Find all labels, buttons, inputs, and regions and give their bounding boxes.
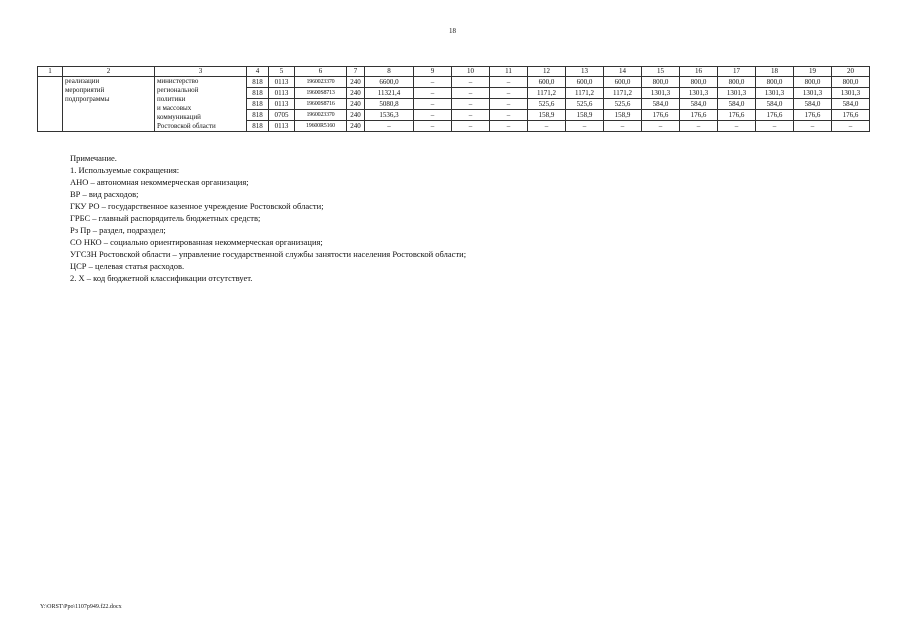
table-cell: 1301,3 — [832, 88, 870, 99]
column-header: 3 — [155, 67, 247, 77]
column-header: 16 — [680, 67, 718, 77]
table-cell: 176,6 — [756, 110, 794, 121]
table-header-row — [38, 67, 870, 77]
note-line: Примечание. — [70, 153, 117, 163]
table-cell: 176,6 — [680, 110, 718, 121]
table-cell: – — [414, 121, 452, 132]
table-cell: – — [832, 121, 870, 132]
column-header: 19 — [794, 67, 832, 77]
column-header: 10 — [452, 67, 490, 77]
table-cell: 1960023370 — [295, 77, 347, 88]
note-line: АНО – автономная некоммерческая организация; — [70, 177, 249, 187]
column-header: 7 — [347, 67, 365, 77]
table-cell: – — [718, 121, 756, 132]
table-cell: 0705 — [269, 110, 295, 121]
notes-section — [70, 152, 466, 284]
table-cell: 1301,3 — [718, 88, 756, 99]
table-cell: 240 — [347, 77, 365, 88]
table-cell: – — [490, 99, 528, 110]
table-cell: 1301,3 — [680, 88, 718, 99]
table-cell: 584,0 — [832, 99, 870, 110]
table-cell: 158,9 — [566, 110, 604, 121]
table-cell: – — [452, 121, 490, 132]
column-header: 11 — [490, 67, 528, 77]
note-line: ВР – вид расходов; — [70, 189, 139, 199]
ministry-line: Ростовской области — [157, 122, 216, 130]
table-cell: – — [680, 121, 718, 132]
table-cell: 1171,2 — [604, 88, 642, 99]
table-cell: 11321,4 — [365, 88, 414, 99]
table-cell: 1960023370 — [295, 110, 347, 121]
budget-table — [37, 66, 870, 132]
table-cell: 584,0 — [794, 99, 832, 110]
table-cell: – — [414, 77, 452, 88]
table-cell: 818 — [247, 99, 269, 110]
table-cell: 176,6 — [794, 110, 832, 121]
column-header: 2 — [63, 67, 155, 77]
table-cell: – — [452, 99, 490, 110]
table-cell: 19600S8716 — [295, 99, 347, 110]
table-cell: 240 — [347, 121, 365, 132]
column-header: 12 — [528, 67, 566, 77]
column-header: 14 — [604, 67, 642, 77]
table-cell: – — [756, 121, 794, 132]
table-cell: 584,0 — [756, 99, 794, 110]
column-header: 1 — [38, 67, 63, 77]
table-cell: – — [490, 110, 528, 121]
column-header: 18 — [756, 67, 794, 77]
table-cell: 800,0 — [718, 77, 756, 88]
table-cell: – — [490, 121, 528, 132]
table-cell: 818 — [247, 121, 269, 132]
ministry-line: коммуникаций — [157, 113, 201, 121]
table-cell: 1301,3 — [794, 88, 832, 99]
ministry-line: региональной — [157, 86, 199, 94]
table-cell: – — [452, 77, 490, 88]
table-cell: – — [452, 110, 490, 121]
table-cell: – — [414, 88, 452, 99]
table-row — [38, 77, 870, 88]
table-cell: – — [604, 121, 642, 132]
ministry-line: министерство — [157, 77, 199, 85]
table-cell: – — [365, 121, 414, 132]
ministry-line: политики — [157, 95, 186, 103]
table-cell: 19600S8713 — [295, 88, 347, 99]
table-cell: 800,0 — [642, 77, 680, 88]
table-cell: 818 — [247, 88, 269, 99]
table-cell: 584,0 — [642, 99, 680, 110]
table-cell: 1301,3 — [756, 88, 794, 99]
implementation-line: реализации — [65, 77, 100, 85]
table-cell: 176,6 — [718, 110, 756, 121]
page-number: 18 — [449, 27, 456, 35]
row-number-cell — [38, 77, 63, 132]
column-header: 5 — [269, 67, 295, 77]
table-cell: – — [414, 99, 452, 110]
table-cell: 1536,3 — [365, 110, 414, 121]
table-cell: – — [490, 77, 528, 88]
note-line: 2. Х – код бюджетной классификации отсутствует. — [70, 273, 253, 283]
table-cell: 584,0 — [680, 99, 718, 110]
column-header: 8 — [365, 67, 414, 77]
table-cell: – — [414, 110, 452, 121]
table-cell: 5080,8 — [365, 99, 414, 110]
table-cell: 240 — [347, 99, 365, 110]
table-cell: 0113 — [269, 121, 295, 132]
table-cell: 19600R5160 — [295, 121, 347, 132]
table-cell: 1171,2 — [566, 88, 604, 99]
note-line: СО НКО – социально ориентированная некоммерческая организация; — [70, 237, 323, 247]
table-cell: 0113 — [269, 99, 295, 110]
column-header: 17 — [718, 67, 756, 77]
table-cell: 600,0 — [528, 77, 566, 88]
note-line: ГКУ РО – государственное казенное учреждение Ростовской области; — [70, 201, 324, 211]
table-cell: 800,0 — [756, 77, 794, 88]
table-cell: – — [794, 121, 832, 132]
note-line: 1. Используемые сокращения: — [70, 165, 180, 175]
table-cell: – — [528, 121, 566, 132]
table-cell: 158,9 — [604, 110, 642, 121]
column-header: 9 — [414, 67, 452, 77]
table-cell: 818 — [247, 77, 269, 88]
implementation-line: мероприятий — [65, 86, 105, 94]
table-cell: 800,0 — [794, 77, 832, 88]
table-cell: 176,6 — [832, 110, 870, 121]
table-cell: – — [452, 88, 490, 99]
table-cell: 525,6 — [528, 99, 566, 110]
table-cell: – — [566, 121, 604, 132]
table-cell: 800,0 — [832, 77, 870, 88]
table-cell: 584,0 — [718, 99, 756, 110]
ministry-cell — [155, 77, 247, 132]
table-cell: 240 — [347, 110, 365, 121]
column-header: 15 — [642, 67, 680, 77]
note-line: УГСЗН Ростовской области – управление государственной службы занятости населения Ростовской области; — [70, 249, 467, 259]
table-cell: – — [490, 88, 528, 99]
table-cell: 525,6 — [604, 99, 642, 110]
column-header: 13 — [566, 67, 604, 77]
table-cell: 800,0 — [680, 77, 718, 88]
note-line: ЦСР – целевая статья расходов. — [70, 261, 185, 271]
column-header: 20 — [832, 67, 870, 77]
implementation-cell — [63, 77, 155, 132]
footer-file-path: Y:\ORST\Ppo\1107p949.f22.docx — [40, 604, 122, 610]
table-cell: – — [642, 121, 680, 132]
column-header: 6 — [295, 67, 347, 77]
table-cell: 0113 — [269, 88, 295, 99]
table-cell: 6600,0 — [365, 77, 414, 88]
table-cell: 240 — [347, 88, 365, 99]
column-header: 4 — [247, 67, 269, 77]
table-cell: 0113 — [269, 77, 295, 88]
table-cell: 176,6 — [642, 110, 680, 121]
table-cell: 600,0 — [566, 77, 604, 88]
table-cell: 525,6 — [566, 99, 604, 110]
note-line: Рз Пр – раздел, подраздел; — [70, 225, 166, 235]
table-cell: 818 — [247, 110, 269, 121]
table-cell: 1171,2 — [528, 88, 566, 99]
table-cell: 158,9 — [528, 110, 566, 121]
note-line: ГРБС – главный распорядитель бюджетных средств; — [70, 213, 261, 223]
implementation-line: подпрограммы — [65, 95, 110, 103]
ministry-line: и массовых — [157, 104, 192, 112]
table-cell: 600,0 — [604, 77, 642, 88]
table-cell: 1301,3 — [642, 88, 680, 99]
